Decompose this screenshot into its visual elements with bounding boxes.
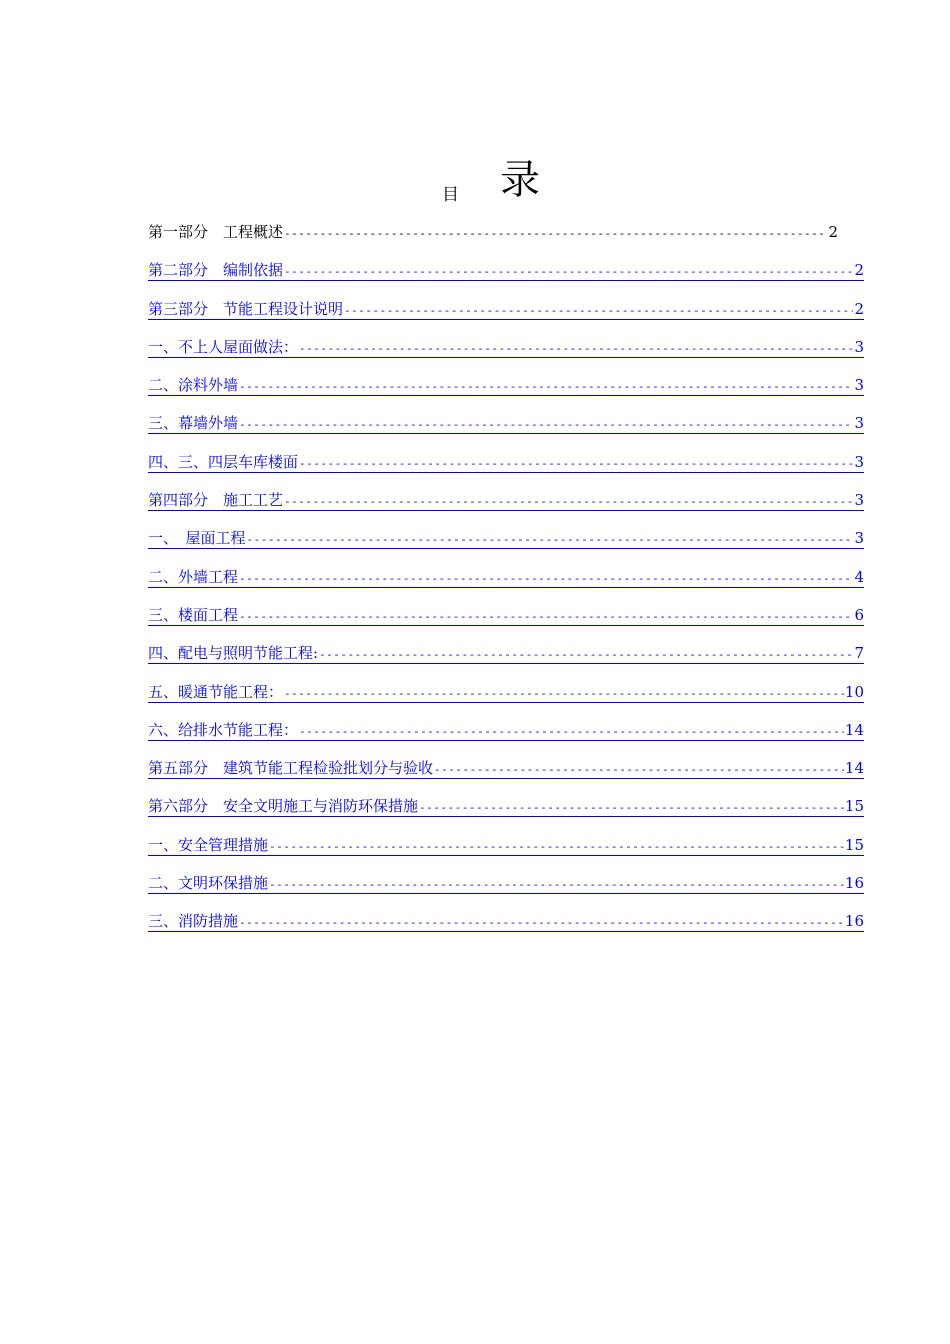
- title-char-2: 录: [500, 157, 540, 203]
- toc-entry-page-number: 16: [844, 912, 864, 931]
- toc-entry-label: 二、文明环保措施: [148, 874, 269, 893]
- toc-entry[interactable]: [148, 835, 864, 873]
- toc-entry-label: 二、外墙工程: [148, 567, 239, 586]
- toc-entry-page-number: 10: [844, 682, 864, 701]
- toc-entry-line[interactable]: [148, 758, 864, 779]
- toc-dot-leader: [284, 492, 853, 512]
- toc-dot-leader: [239, 913, 844, 933]
- toc-entry-line[interactable]: [148, 682, 864, 703]
- title-char-1: 目: [442, 185, 459, 205]
- toc-entry-page-number: 3: [854, 337, 864, 356]
- toc-entry-page-number: 16: [844, 874, 864, 893]
- toc-dot-leader: [239, 377, 853, 397]
- toc-entry-page-number: 15: [844, 835, 864, 854]
- toc-entry-label: 三、楼面工程: [148, 605, 239, 624]
- toc-dot-leader: [319, 645, 853, 665]
- toc-entry-line[interactable]: [148, 413, 864, 434]
- toc-entry-page-number: 7: [854, 644, 864, 663]
- toc-entry-page-number: 3: [854, 414, 864, 433]
- toc-entry: [148, 222, 864, 260]
- toc-entry-line[interactable]: [148, 835, 864, 856]
- toc-entry-label: 二、涂料外墙: [148, 376, 239, 395]
- toc-entry-line[interactable]: [148, 796, 864, 817]
- toc-entry-line[interactable]: [148, 299, 864, 320]
- toc-entry-line[interactable]: [148, 528, 864, 549]
- toc-entry-label: 四、配电与照明节能工程:: [148, 644, 319, 663]
- toc-entry-page-number: 2: [828, 223, 838, 241]
- toc-entry[interactable]: [148, 605, 864, 643]
- toc-dot-leader: [239, 415, 853, 435]
- toc-entry-line[interactable]: [148, 567, 864, 588]
- toc-entry-page-number: 3: [854, 491, 864, 510]
- toc-entry[interactable]: [148, 299, 864, 337]
- toc-entry-line[interactable]: [148, 452, 864, 473]
- toc-dot-leader: [247, 530, 854, 550]
- toc-entry-line: [148, 222, 838, 242]
- toc-entry-line[interactable]: [148, 490, 864, 511]
- toc-entry-label: 一、不上人屋面做法：: [148, 337, 299, 356]
- toc-dot-leader: [239, 569, 853, 589]
- toc-entry-page-number: 3: [854, 529, 864, 548]
- toc-entry-line[interactable]: [148, 911, 864, 932]
- toc-entry[interactable]: [148, 413, 864, 451]
- toc-title: [0, 158, 950, 208]
- toc-dot-leader: [269, 837, 844, 857]
- toc-entry-page-number: 14: [844, 720, 864, 739]
- toc-entry-page-number: 15: [844, 797, 864, 816]
- toc-entry[interactable]: [148, 643, 864, 681]
- toc-entry-line[interactable]: [148, 643, 864, 664]
- toc-entry-page-number: 4: [854, 567, 864, 586]
- toc-entry-label: 第六部分 安全文明施工与消防环保措施: [148, 797, 419, 816]
- toc-entry-label: 五、暖通节能工程：: [148, 682, 284, 701]
- toc-entry-label: 三、消防措施: [148, 912, 239, 931]
- toc-entry[interactable]: [148, 528, 864, 566]
- toc-entry-page-number: 2: [854, 299, 864, 318]
- toc-entry-page-number: 6: [854, 605, 864, 624]
- toc-entry-line[interactable]: [148, 873, 864, 894]
- table-of-contents: [148, 222, 864, 950]
- toc-dot-leader: [344, 301, 853, 321]
- toc-entry[interactable]: [148, 873, 864, 911]
- toc-entry-label: 一、安全管理措施: [148, 835, 269, 854]
- toc-dot-leader: [284, 224, 827, 244]
- toc-entry-page-number: 14: [844, 759, 864, 778]
- toc-entry[interactable]: [148, 682, 864, 720]
- toc-dot-leader: [419, 798, 844, 818]
- toc-entry-label: 第二部分 编制依据: [148, 261, 284, 280]
- toc-entry[interactable]: [148, 911, 864, 949]
- toc-entry-line[interactable]: [148, 375, 864, 396]
- toc-entry-line[interactable]: [148, 260, 864, 281]
- toc-entry-line[interactable]: [148, 605, 864, 626]
- toc-entry-label: 第五部分 建筑节能工程检验批划分与验收: [148, 759, 434, 778]
- toc-entry[interactable]: [148, 452, 864, 490]
- toc-dot-leader: [239, 607, 853, 627]
- toc-dot-leader: [269, 875, 844, 895]
- toc-entry-label: 一、 屋面工程: [148, 529, 246, 548]
- toc-entry-line[interactable]: [148, 720, 864, 741]
- toc-dot-leader: [434, 760, 844, 780]
- toc-entry-label: 第四部分 施工工艺: [148, 491, 284, 510]
- toc-entry-label: 第一部分 工程概述: [148, 223, 284, 241]
- toc-entry-label: 第三部分 节能工程设计说明: [148, 299, 344, 318]
- toc-entry[interactable]: [148, 375, 864, 413]
- toc-entry[interactable]: [148, 758, 864, 796]
- toc-entry[interactable]: [148, 260, 864, 298]
- toc-entry[interactable]: [148, 490, 864, 528]
- toc-entry-page-number: 2: [854, 261, 864, 280]
- toc-entry[interactable]: [148, 720, 864, 758]
- toc-dot-leader: [299, 722, 844, 742]
- toc-dot-leader: [299, 454, 853, 474]
- toc-entry-label: 六、给排水节能工程：: [148, 720, 299, 739]
- toc-entry-page-number: 3: [854, 452, 864, 471]
- toc-entry-page-number: 3: [854, 376, 864, 395]
- toc-entry[interactable]: [148, 337, 864, 375]
- toc-dot-leader: [284, 262, 853, 282]
- toc-entry-line[interactable]: [148, 337, 864, 358]
- toc-entry[interactable]: [148, 567, 864, 605]
- toc-dot-leader: [299, 339, 853, 359]
- toc-entry-label: 四、三、四层车库楼面: [148, 452, 299, 471]
- toc-dot-leader: [284, 684, 844, 704]
- toc-entry[interactable]: [148, 796, 864, 834]
- toc-entry-label: 三、幕墙外墙: [148, 414, 239, 433]
